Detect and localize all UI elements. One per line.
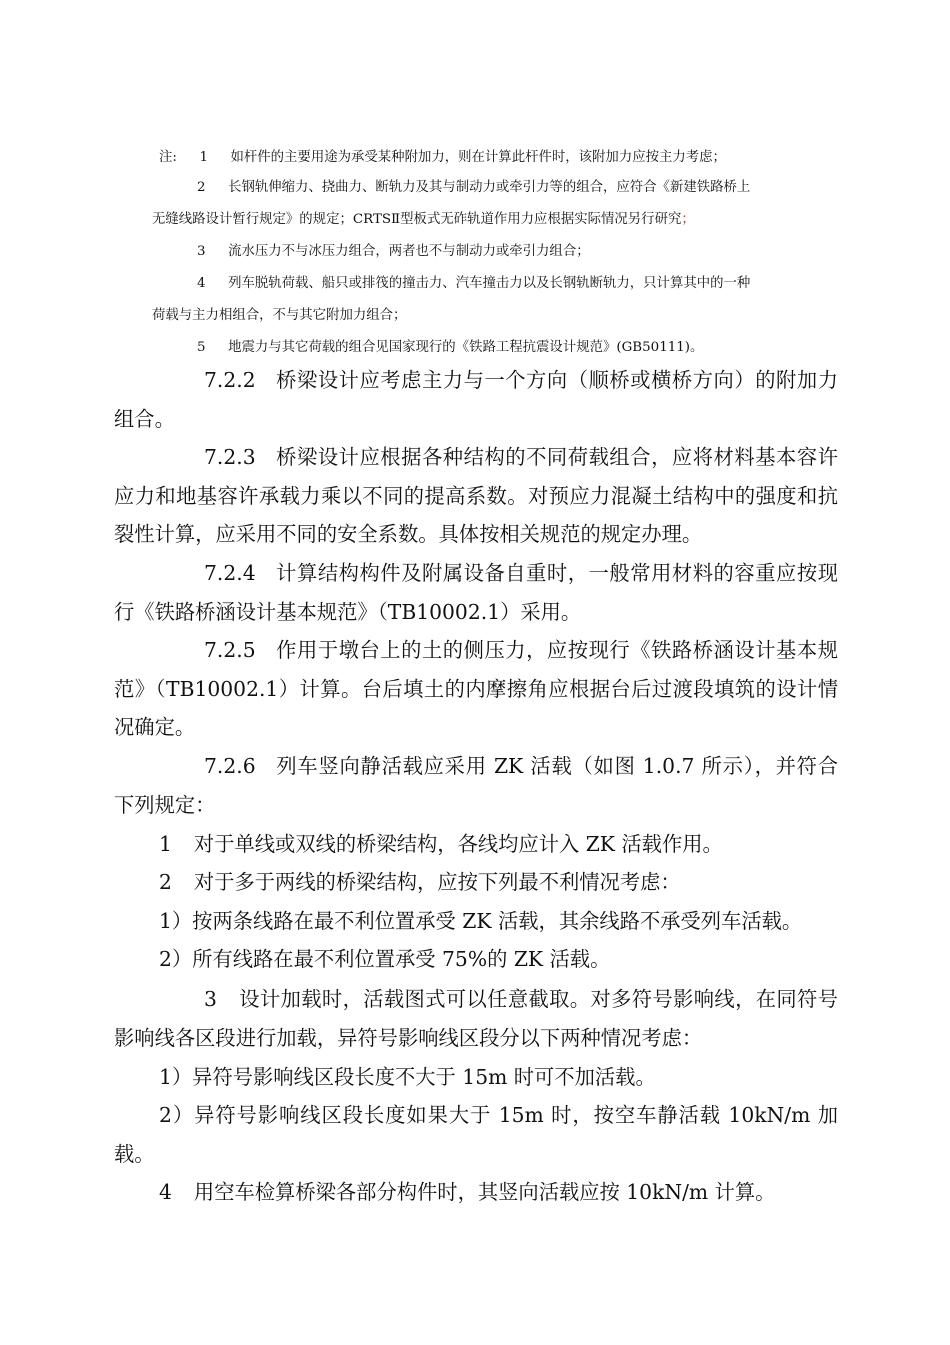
- note-2-red-mark: ；: [681, 212, 695, 227]
- clause-number: 7.2.5: [204, 638, 256, 662]
- note-4-text-a: 列车脱轨荷载、船只或排筏的撞击力、汽车撞击力以及长钢轨断轨力，只计算其中的一种: [228, 276, 751, 291]
- note-2-continued: [152, 210, 695, 229]
- clause-text: 作用于墩台上的土的侧压力，应按现行《铁路桥涵设计基本规范》（TB10002.1）计算。台后填土的内摩擦角应根据台后过渡段填筑的设计情况确定。: [114, 638, 838, 739]
- clause-7-2-6: [114, 747, 838, 824]
- note-4-text-b: 荷载与主力相组合，不与其它附加力组合；: [152, 308, 407, 323]
- clause-number: 7.2.6: [204, 754, 256, 778]
- clause-7-2-2: [114, 361, 838, 438]
- clause-number: 7.2.3: [204, 445, 256, 469]
- clause-text: 桥梁设计应根据各种结构的不同荷载组合，应将材料基本容许应力和地基容许承载力乘以不同的提高系数。对预应力混凝土结构中的强度和抗裂性计算，应采用不同的安全系数。具体按相关规范的规定办理。: [114, 445, 838, 546]
- sub-item-text: 1）按两条线路在最不利位置承受 ZK 活载，其余线路不承受列车活载。: [159, 909, 803, 933]
- note-5-num: 5: [197, 340, 206, 355]
- item-2-sub-2: [159, 940, 610, 979]
- item-number: 4: [159, 1180, 172, 1204]
- note-2-num: 2: [197, 180, 206, 195]
- item-text: 对于多于两线的桥梁结构，应按下列最不利情况考虑：: [193, 870, 681, 894]
- clause-text: 计算结构构件及附属设备自重时，一般常用材料的容重应按现行《铁路桥涵设计基本规范》（TB10002.1）采用。: [114, 561, 838, 624]
- item-number: 1: [159, 832, 172, 856]
- item-text: 用空车检算桥梁各部分构件时，其竖向活载应按 10kN/m 计算。: [193, 1180, 776, 1204]
- item-number: 2: [159, 870, 172, 894]
- note-4-num: 4: [197, 276, 206, 291]
- note-1-text: 如杆件的主要用途为承受某种附加力，则在计算此杆件时，该附加力应按主力考虑；: [230, 150, 726, 165]
- note-3-num: 3: [197, 244, 206, 259]
- note-prefix: 注:: [159, 150, 177, 165]
- item-2-sub-1: [159, 902, 802, 941]
- item-3-sub-1: [159, 1058, 656, 1097]
- note-5-text: 地震力与其它荷载的组合见国家现行的《铁路工程抗震设计规范》(GB50111)。: [228, 340, 704, 355]
- clause-7-2-3: [114, 438, 838, 554]
- item-2: [159, 863, 681, 902]
- note-4: [197, 274, 750, 293]
- sub-item-text: 2）所有线路在最不利位置承受 75%的 ZK 活载。: [159, 947, 611, 971]
- item-3-sub-2: [114, 1096, 838, 1173]
- sub-item-text: 1）异符号影响线区段长度不大于 15m 时可不加活载。: [159, 1065, 656, 1089]
- note-2-text-b: 无缝线路设计暂行规定》的规定；CRTSⅡ型板式无砟轨道作用力应根据实际情况另行研究: [152, 212, 682, 227]
- sub-item-text: 2）异符号影响线区段长度如果大于 15m 时，按空车静活载 10kN/m 加载。: [114, 1103, 838, 1166]
- clause-number: 7.2.4: [204, 561, 256, 585]
- clause-number: 7.2.2: [204, 368, 256, 392]
- clause-7-2-5: [114, 631, 838, 747]
- note-2-text-a: 长钢轨伸缩力、挠曲力、断轨力及其与制动力或牵引力等的组合，应符合《新建铁路桥上: [228, 180, 751, 195]
- item-4: [159, 1173, 775, 1212]
- item-text: 对于单线或双线的桥梁结构，各线均应计入 ZK 活载作用。: [193, 832, 723, 856]
- clause-text: 桥梁设计应考虑主力与一个方向（顺桥或横桥方向）的附加力组合。: [114, 368, 838, 431]
- item-text: 设计加载时，活载图式可以任意截取。对多符号影响线，在同符号影响线各区段进行加载，异符号影响线区段分以下两种情况考虑：: [114, 987, 838, 1050]
- note-3-text: 流水压力不与冰压力组合，两者也不与制动力或牵引力组合；: [228, 244, 590, 259]
- note-2: [197, 178, 750, 197]
- note-4-continued: [152, 306, 406, 325]
- item-number: 3: [204, 987, 217, 1011]
- note-5: [197, 338, 703, 357]
- note-3: [197, 242, 590, 261]
- clause-text: 列车竖向静活载应采用 ZK 活载（如图 1.0.7 所示），并符合下列规定：: [114, 754, 838, 817]
- clause-7-2-4: [114, 554, 838, 631]
- item-3: [114, 980, 838, 1057]
- item-1: [159, 825, 723, 864]
- note-1: [159, 146, 726, 165]
- note-1-num: 1: [199, 150, 208, 165]
